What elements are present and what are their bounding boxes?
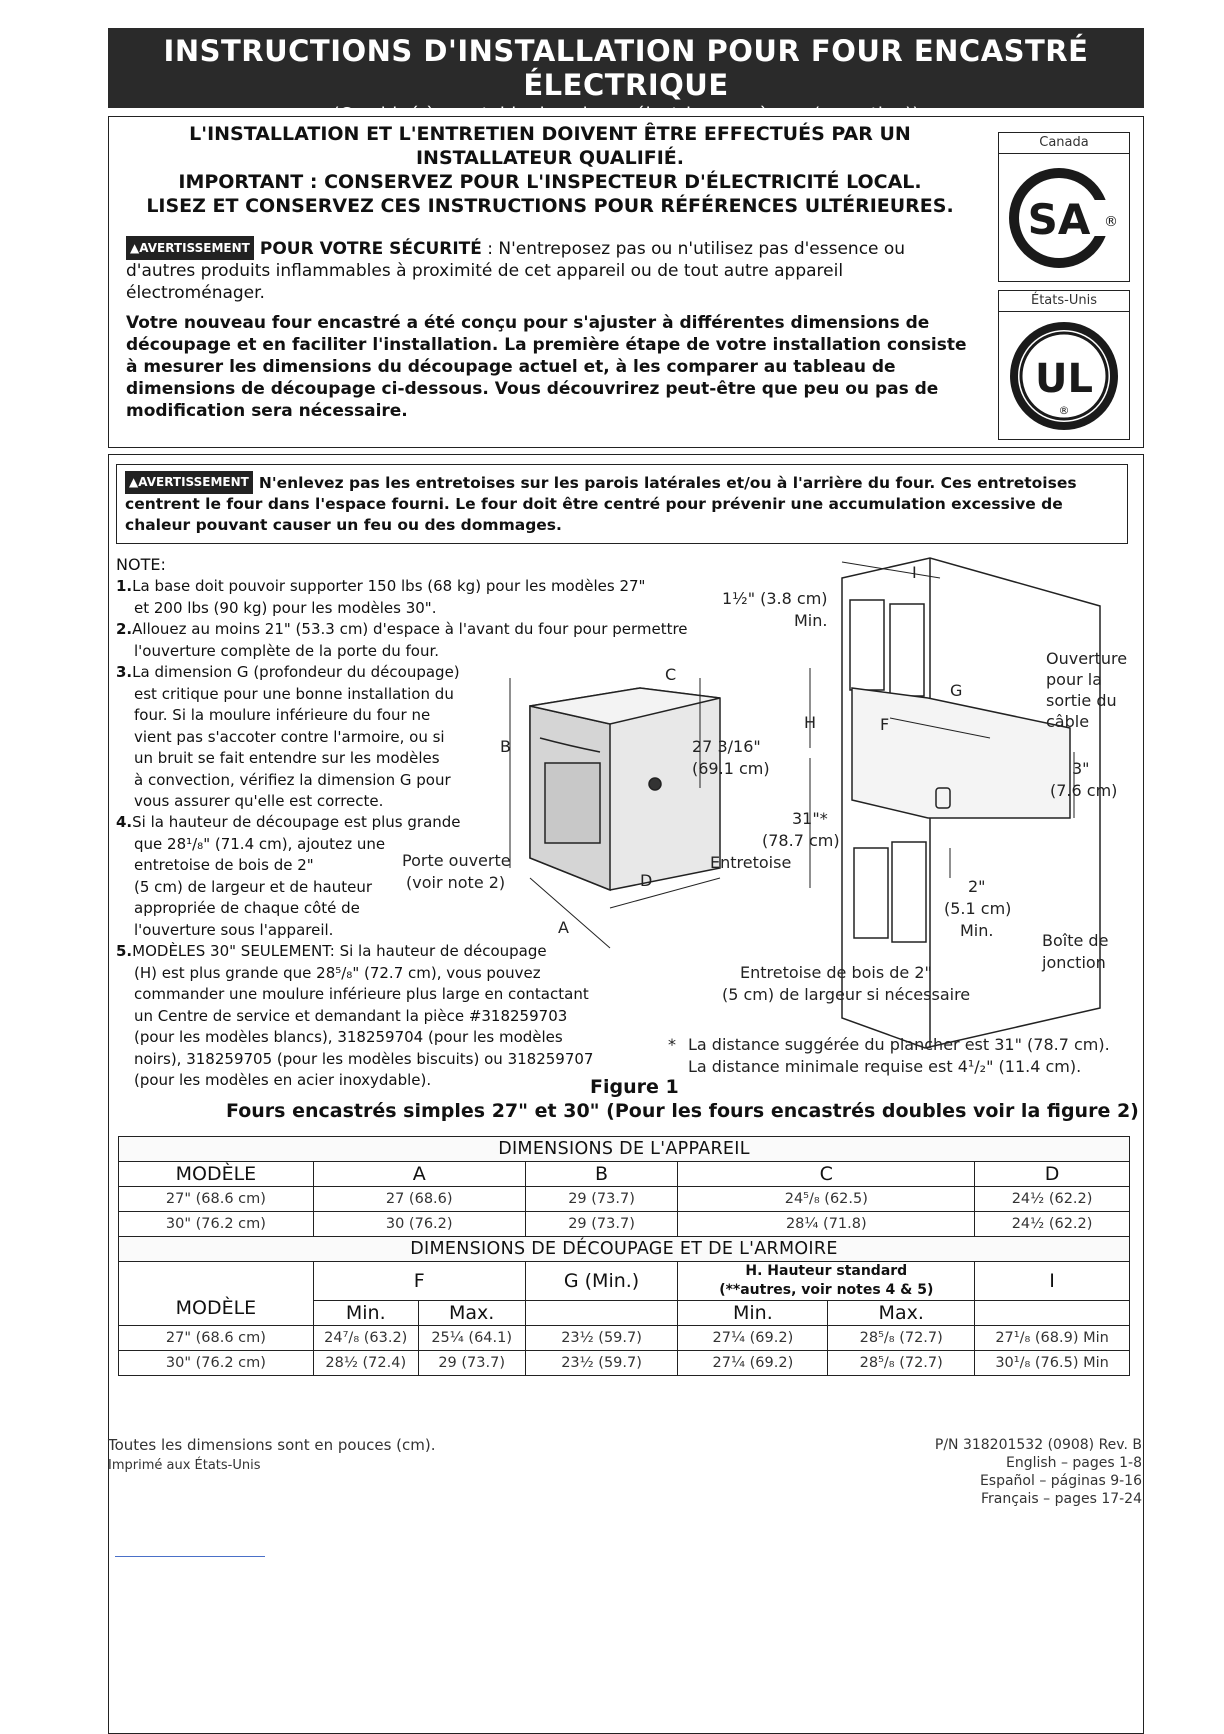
svg-text:UL: UL [1035,356,1093,402]
canada-label: Canada [999,133,1129,154]
note-4: 4.Si la hauteur de découpage est plus grande que 28¹/₈" (71.4 cm), ajoutez une entretoise de bois de 2" (5 cm) de largeur et de hauteur appropriée de chaque côté de l'ouverture sous l'appareil. [116,813,461,939]
col-header: A [313,1162,525,1187]
printed-in: Imprimé aux États-Unis [108,1458,261,1473]
figure-subtitle: Fours encastrés simples 27" et 30" (Pour les fours encastrés doubles voir la figure 2) [226,1100,1139,1122]
note-2: 2.Allouez au moins 21" (53.3 cm) d'espace à l'avant du four pour permettre l'ouverture complète de la porte du four. [116,620,688,660]
cable-opening-label-1: Ouverture [1046,649,1128,668]
oven-drawing [530,688,720,890]
ul-logo-icon [999,312,1129,438]
table-row: 27" (68.6 cm) 27 (68.6) 29 (73.7) 24⁵/₈ (62.5) 24½ (62.2) [119,1187,1130,1212]
col-header: Min. [678,1301,828,1326]
spanish-pages: Español – páginas 9-16 [979,1473,1142,1489]
cable-opening-label-2: pour la [1046,670,1102,689]
min-clearance-label: 1½" (3.8 cm) [722,589,828,608]
junction-box-label-1: Boîte de [1042,931,1109,950]
usa-label: États-Unis [999,291,1129,312]
header-line-4: LISEZ ET CONSERVEZ CES INSTRUCTIONS POUR RÉFÉRENCES ULTÉRIEURES. [146,195,954,217]
notes-title: NOTE: [116,555,166,574]
spacer-warning-text: N'enlevez pas les entretoises sur les parois latérales et/ou à l'arrière du four. Ces entretoises centrent le four dans l'espace fourni. Le four doit être centré pour prévenir une accumulation excessive de chaleur pouvant causer un feu ou des dommages. [125,474,1077,534]
page-title: INSTRUCTIONS D'INSTALLATION POUR FOUR ENCASTRÉ ÉLECTRIQUE [163,34,1089,102]
col-header: Min. [313,1301,418,1326]
figure-title: Figure 1 [590,1076,679,1098]
table-row: 27" (68.6 cm) 24⁷/₈ (63.2) 25¼ (64.1) 23½ (59.7) 27¼ (69.2) 28⁵/₈ (72.7) 27¹/₈ (68.9) Min [119,1326,1130,1351]
dim-b-label: B [500,737,511,756]
door-open-label: Porte ouverte [402,851,511,870]
cable-opening-label-4: câble [1046,712,1090,731]
note-5: 5.MODÈLES 30" SEULEMENT: Si la hauteur de découpage (H) est plus grande que 28⁵/₈" (72.7 cm), vous pouvez commander une moulure inférieure plus large en contactant un Centre de service et demandant la pièce #318259703 (pour les modèles blancs), 318259704 (pour les modèles noirs), 318259705 (pour les modèles biscuits) ou 318259707 (pour les modèles en acier inoxydable). [116,942,594,1089]
cable-opening-label-3: sortie du [1046,691,1117,710]
distance-asterisk: * [668,1035,676,1054]
page-subtitle: (Combiné à une table de cuisson électrique ou à gaz (en option)) [332,104,920,125]
note-1: 1.La base doit pouvoir supporter 150 lbs (68 kg) pour les modèles 27" et 200 lbs (90 kg) pour les modèles 30". [116,577,646,617]
spacer-label: Entretoise [710,853,792,872]
junction-box-label-2: jonction [1042,953,1106,972]
svg-text:®: ® [1104,214,1118,230]
dimensions-table [118,1136,1130,1376]
units-note: Toutes les dimensions sont en pouces (cm). [108,1436,436,1454]
height-31-cm-label: (78.7 cm) [762,831,840,850]
distance-note-1: La distance suggérée du plancher est 31" (78.7 cm). [688,1035,1110,1054]
height-27-cm-label: (69.1 cm) [692,759,770,778]
french-pages: Français – pages 17-24 [981,1491,1142,1507]
csa-certification [998,132,1130,282]
height-31-label: 31"* [792,809,828,828]
english-pages: English – pages 1-8 [1005,1455,1142,1471]
wood-spacer-label-2: (5 cm) de largeur si nécessaire [722,985,971,1004]
svg-text:®: ® [1058,404,1070,417]
cutout-dimensions-heading: DIMENSIONS DE DÉCOUPAGE ET DE L'ARMOIRE [119,1237,1130,1262]
wood-spacer-label-1: Entretoise de bois de 2" [740,963,932,982]
dim-3in-cm-label: (7.6 cm) [1050,781,1118,800]
table-row: 30" (76.2 cm) 30 (76.2) 29 (73.7) 28¼ (71.8) 24½ (62.2) [119,1212,1130,1237]
warning-badge-2: ▲AVERTISSEMENT [125,471,253,494]
col-header: H. Hauteur standard (**autres, voir notes 4 & 5) [678,1262,975,1301]
csa-logo-icon [999,154,1129,280]
intro-header [120,122,980,218]
height-27-label: 27 3/16" [692,737,761,756]
dim-2in-label: 2" [968,877,986,896]
part-number: P/N 318201532 (0908) Rev. B [934,1437,1142,1453]
footer-info [935,1436,1142,1508]
door-open-note-label: (voir note 2) [406,873,506,892]
safety-warning [126,236,966,304]
dim-3in-label: 3" [1072,759,1090,778]
header-line-3: IMPORTANT : CONSERVEZ POUR L'INSPECTEUR D'ÉLECTRICITÉ LOCAL. [178,171,922,193]
dim-g-label: G [950,681,963,700]
appliance-dimensions-heading: DIMENSIONS DE L'APPAREIL [119,1137,1130,1162]
table-row: 30" (76.2 cm) 28½ (72.4) 29 (73.7) 23½ (59.7) 27¼ (69.2) 28⁵/₈ (72.7) 30¹/₈ (76.5) Min [119,1351,1130,1376]
svg-text:SA: SA [1027,195,1091,244]
dim-i-label: I [912,563,917,582]
note-3: 3.La dimension G (profondeur du découpage) est critique pour une bonne installation du four. Si la moulure inférieure du four ne vient pas s'accoter contre l'armoire, ou si un bruit se fait entendre sur les modèles à convection, vérifiez la dimension G pour vous assurer qu'elle est correcte. [116,663,460,810]
dim-2in-cm-label: (5.1 cm) [944,899,1012,918]
dim-a-label: A [558,918,569,937]
dim-f-label: F [880,715,890,734]
col-header: Max. [418,1301,525,1326]
spacer-warning [116,464,1128,544]
ul-certification [998,290,1130,440]
warning-badge: ▲AVERTISSEMENT [126,236,254,260]
col-header: MODÈLE [119,1262,314,1326]
col-header: B [525,1162,678,1187]
col-header: F [313,1262,525,1301]
col-header: MODÈLE [119,1162,314,1187]
intro-paragraph: Votre nouveau four encastré a été conçu pour s'ajuster à différentes dimensions de découpage et en faciliter l'installation. La première étape de votre installation consiste à mesurer les dimensions du découpage actuel et, à les comparer au tableau de dimensions de découpage ci-dessous. Vous découvrirez peut-être que peu ou pas de modification sera nécessaire. [126,313,967,421]
title-banner [108,28,1144,125]
col-header: C [678,1162,975,1187]
safety-text: : N'entreposez pas ou n'utilisez pas d'essence ou d'autres produits inflammables à proximité de cet appareil ou de tout autre appareil électroménager. [126,239,906,303]
distance-note-2: La distance minimale requise est 4¹/₂" (11.4 cm). [688,1057,1082,1076]
dim-h-label: H [804,713,817,732]
col-header: D [975,1162,1130,1187]
min-clearance-min-label: Min. [794,611,828,630]
header-line-1: L'INSTALLATION ET L'ENTRETIEN DOIVENT ÊTRE EFFECTUÉS PAR UN [189,123,911,145]
safety-lead: POUR VOTRE SÉCURITÉ [259,239,482,259]
col-header: G (Min.) [525,1262,678,1301]
col-header: Max. [828,1301,975,1326]
page-divider [115,1556,265,1557]
dim-d-label: D [640,871,653,890]
dim-c-label: C [665,665,677,684]
dim-2in-min-label: Min. [960,921,994,940]
header-line-2: INSTALLATEUR QUALIFIÉ. [415,147,685,169]
col-header: I [975,1262,1130,1301]
